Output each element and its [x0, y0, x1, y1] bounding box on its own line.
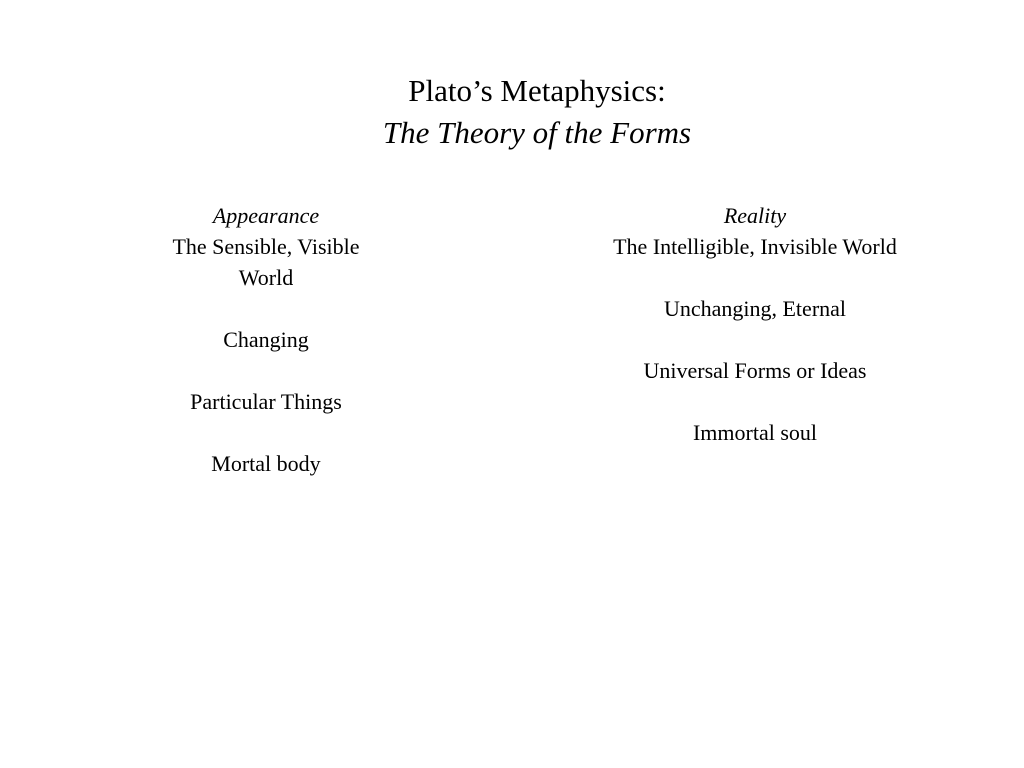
appearance-item-changing: Changing — [223, 327, 309, 352]
reality-heading: Reality — [723, 203, 787, 228]
reality-world: The Intelligible, Invisible World — [613, 234, 897, 259]
spacer — [570, 262, 940, 293]
reality-item-forms: Universal Forms or Ideas — [643, 358, 867, 383]
appearance-item-body: Mortal body — [211, 451, 321, 476]
slide-title — [0, 70, 1024, 154]
appearance-heading: Appearance — [212, 203, 320, 228]
appearance-world: The Sensible, Visible World — [172, 234, 360, 290]
title-subtitle: The Theory of the Forms — [382, 115, 692, 150]
appearance-item-particular: Particular Things — [190, 389, 342, 414]
spacer — [570, 324, 940, 355]
reality-item-unchanging: Unchanging, Eternal — [663, 296, 847, 321]
reality-column — [570, 200, 940, 448]
title-main: Plato’s Metaphysics: — [408, 73, 666, 108]
reality-item-soul: Immortal soul — [692, 420, 818, 445]
spacer — [150, 417, 382, 448]
spacer — [150, 355, 382, 386]
spacer — [570, 386, 940, 417]
spacer — [150, 293, 382, 324]
appearance-column — [150, 200, 382, 479]
